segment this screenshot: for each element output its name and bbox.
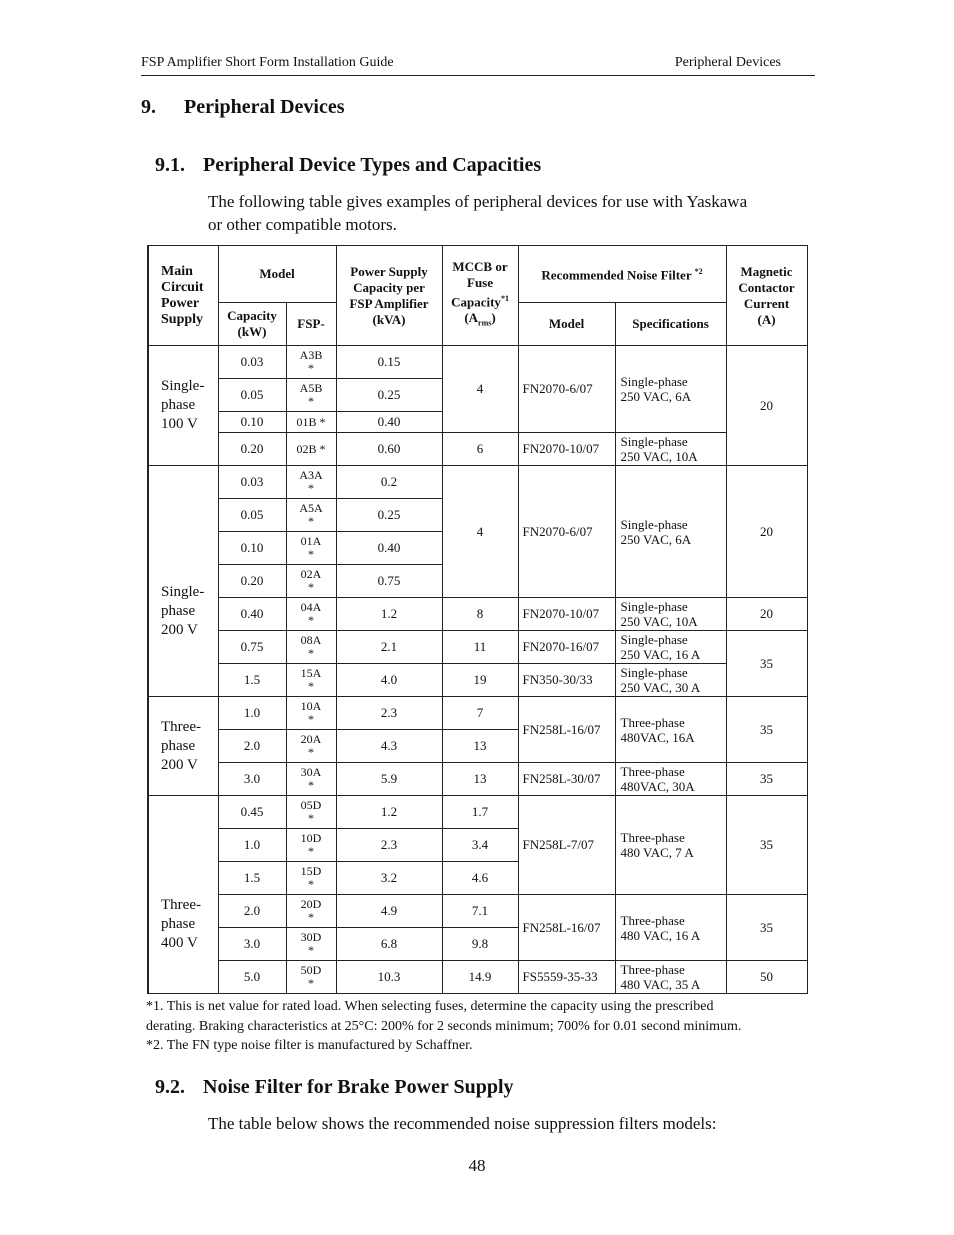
table-row (148, 895, 807, 928)
mccb-cell: 9.8 (442, 928, 518, 961)
table-row (148, 796, 807, 829)
kva-cell: 1.2 (336, 598, 442, 631)
fsp-cell: 01B * (286, 412, 336, 433)
supply-three-phase-400v: Three- phase 400 V (148, 796, 218, 994)
subsection-title: Peripheral Device Types and Capacities (203, 154, 542, 176)
capacity-cell: 0.03 (218, 346, 286, 379)
header-section-title: Peripheral Devices (674, 55, 781, 70)
fsp-cell: A3A * (286, 466, 336, 499)
capacity-cell: 0.05 (218, 499, 286, 532)
fsp-cell: 15A * (286, 664, 336, 697)
table-row (148, 961, 807, 994)
capacity-cell: 1.0 (218, 829, 286, 862)
capacity-cell: 0.40 (218, 598, 286, 631)
table-row (148, 466, 807, 499)
nf-spec-cell: Single-phase 250 VAC, 30 A (615, 664, 726, 697)
magnetic-cell: 35 (726, 763, 807, 796)
kva-cell: 4.0 (336, 664, 442, 697)
mccb-cell: 19 (442, 664, 518, 697)
table-row (148, 346, 807, 379)
mccb-cell: 4 (442, 466, 518, 598)
section-heading (141, 96, 345, 119)
magnetic-cell: 50 (726, 961, 807, 994)
fsp-cell: 10D * (286, 829, 336, 862)
nf-spec-cell: Single-phase 250 VAC, 10A (615, 598, 726, 631)
noise-filter-paragraph (208, 1112, 808, 1135)
intro-paragraph (208, 190, 808, 236)
section-number: 9. (141, 96, 156, 118)
capacity-cell: 0.20 (218, 433, 286, 466)
fsp-cell: A3B * (286, 346, 336, 379)
kva-cell: 2.3 (336, 697, 442, 730)
mccb-cell: 8 (442, 598, 518, 631)
nf-model-cell: FN2070-6/07 (518, 466, 615, 598)
peripheral-device-table (147, 245, 808, 994)
kva-cell: 0.75 (336, 565, 442, 598)
nf-model-cell: FN2070-10/07 (518, 598, 615, 631)
footnote-1: *1. This is net value for rated load. When selecting fuses, determine the capacity using the prescribed (146, 999, 714, 1014)
intro-line-1: The following table gives examples of peripheral devices for use with Yaskawa (208, 192, 748, 211)
fsp-cell: 04A * (286, 598, 336, 631)
nf-spec-cell: Single-phase 250 VAC, 6A (615, 466, 726, 598)
footnote-1-cont: derating. Braking characteristics at 25°C: 200% for 2 seconds minimum; 700% for 0.01 second minimum. (146, 1018, 742, 1034)
fsp-cell: 30A * (286, 763, 336, 796)
header-nf-spec: Specifications (615, 303, 726, 346)
magnetic-cell: 35 (726, 631, 807, 697)
kva-cell: 0.15 (336, 346, 442, 379)
table-row (148, 433, 807, 466)
header-model: Model (218, 246, 336, 303)
page-number: 48 (468, 1156, 486, 1175)
nf-model-cell: FN258L-16/07 (518, 697, 615, 763)
header-power-supply: Power Supply Capacity per FSP Amplifier (kVA) (336, 246, 442, 346)
kva-cell: 2.3 (336, 829, 442, 862)
kva-cell: 0.40 (336, 532, 442, 565)
fsp-cell: A5B * (286, 379, 336, 412)
nf-spec-cell: Three-phase 480VAC, 16A (615, 697, 726, 763)
magnetic-cell: 35 (726, 697, 807, 763)
header-nf-model: Model (518, 303, 615, 346)
kva-cell: 0.2 (336, 466, 442, 499)
noise-filter-line: The table below shows the recommended noise suppression filters models: (208, 1114, 717, 1133)
table-row (148, 763, 807, 796)
section-title: Peripheral Devices (184, 96, 345, 118)
capacity-cell: 0.03 (218, 466, 286, 499)
fsp-cell: 50D * (286, 961, 336, 994)
table-row (148, 697, 807, 730)
nf-spec-cell: Three-phase 480 VAC, 16 A (615, 895, 726, 961)
table-row (148, 598, 807, 631)
magnetic-cell: 35 (726, 895, 807, 961)
nf-model-cell: FN258L-30/07 (518, 763, 615, 796)
magnetic-cell: 20 (726, 466, 807, 598)
nf-model-cell: FN350-30/33 (518, 664, 615, 697)
supply-single-phase-100v: Single- phase 100 V (148, 346, 218, 466)
mccb-cell: 4 (442, 346, 518, 433)
header-mccb: MCCB or Fuse Capacity$^{*1}$ $(A_{rms})$ (442, 246, 518, 346)
capacity-cell: 3.0 (218, 763, 286, 796)
kva-cell: 0.40 (336, 412, 442, 433)
table-row (148, 631, 807, 664)
header-noise-filter: Recommended Noise Filter $^{*2}$ (518, 246, 726, 303)
nf-model-cell: FN2070-6/07 (518, 346, 615, 433)
mccb-cell: 7.1 (442, 895, 518, 928)
mccb-cell: 1.7 (442, 796, 518, 829)
kva-cell: 0.25 (336, 379, 442, 412)
kva-cell: 0.25 (336, 499, 442, 532)
magnetic-cell: 35 (726, 796, 807, 895)
mccb-cell: 13 (442, 730, 518, 763)
nf-model-cell: FN2070-10/07 (518, 433, 615, 466)
mccb-cell: 3.4 (442, 829, 518, 862)
supply-three-phase-200v: Three- phase 200 V (148, 697, 218, 796)
header-fsp: FSP- (286, 303, 336, 346)
capacity-cell: 0.10 (218, 412, 286, 433)
capacity-cell: 0.05 (218, 379, 286, 412)
subsection-heading-9-1 (155, 154, 541, 177)
header-document-title: FSP Amplifier Short Form Installation Guide (141, 55, 394, 70)
kva-cell: 10.3 (336, 961, 442, 994)
nf-model-cell: FS5559-35-33 (518, 961, 615, 994)
capacity-cell: 2.0 (218, 730, 286, 763)
capacity-cell: 1.5 (218, 862, 286, 895)
fsp-cell: 10A * (286, 697, 336, 730)
capacity-cell: 5.0 (218, 961, 286, 994)
kva-cell: 4.9 (336, 895, 442, 928)
intro-line-2: or other compatible motors. (208, 215, 397, 234)
header-main-circuit: Main Circuit Power Supply (148, 246, 218, 346)
kva-cell: 2.1 (336, 631, 442, 664)
nf-spec-cell: Single-phase 250 VAC, 16 A (615, 631, 726, 664)
fsp-cell: 08A * (286, 631, 336, 664)
nf-model-cell: FN258L-16/07 (518, 895, 615, 961)
nf-model-cell: FN2070-16/07 (518, 631, 615, 664)
magnetic-cell: 20 (726, 598, 807, 631)
kva-cell: 4.3 (336, 730, 442, 763)
subsection-title: Noise Filter for Brake Power Supply (203, 1076, 514, 1098)
kva-cell: 6.8 (336, 928, 442, 961)
fsp-cell: 30D * (286, 928, 336, 961)
magnetic-cell: 20 (726, 346, 807, 466)
fsp-cell: 20A * (286, 730, 336, 763)
footnote-2: *2. The FN type noise filter is manufactured by Schaffner. (146, 1038, 473, 1053)
subsection-heading-9-2 (155, 1076, 514, 1099)
capacity-cell: 0.10 (218, 532, 286, 565)
capacity-cell: 0.45 (218, 796, 286, 829)
mccb-cell: 11 (442, 631, 518, 664)
nf-model-cell: FN258L-7/07 (518, 796, 615, 895)
mccb-cell: 7 (442, 697, 518, 730)
mccb-cell: 14.9 (442, 961, 518, 994)
subsection-number: 9.2. (155, 1076, 185, 1098)
nf-spec-cell: Three-phase 480 VAC, 7 A (615, 796, 726, 895)
mccb-cell: 6 (442, 433, 518, 466)
nf-spec-cell: Three-phase 480VAC, 30A (615, 763, 726, 796)
nf-spec-cell: Single-phase 250 VAC, 6A (615, 346, 726, 433)
table-footnotes (146, 997, 826, 1056)
header-magnetic-contactor: Magnetic Contactor Current (A) (726, 246, 807, 346)
capacity-cell: 0.20 (218, 565, 286, 598)
kva-cell: 1.2 (336, 796, 442, 829)
header-capacity: Capacity (kW) (218, 303, 286, 346)
fsp-cell: 01A * (286, 532, 336, 565)
fsp-cell: 02B * (286, 433, 336, 466)
nf-spec-cell: Three-phase 480 VAC, 35 A (615, 961, 726, 994)
capacity-cell: 1.0 (218, 697, 286, 730)
fsp-cell: 02A * (286, 565, 336, 598)
fsp-cell: A5A * (286, 499, 336, 532)
capacity-cell: 1.5 (218, 664, 286, 697)
capacity-cell: 0.75 (218, 631, 286, 664)
nf-spec-cell: Single-phase 250 VAC, 10A (615, 433, 726, 466)
fsp-cell: 15D * (286, 862, 336, 895)
capacity-cell: 2.0 (218, 895, 286, 928)
table-row (148, 664, 807, 697)
capacity-cell: 3.0 (218, 928, 286, 961)
kva-cell: 0.60 (336, 433, 442, 466)
mccb-cell: 4.6 (442, 862, 518, 895)
subsection-number: 9.1. (155, 154, 185, 176)
page-header (141, 53, 815, 76)
supply-single-phase-200v: Single- phase 200 V (148, 466, 218, 697)
mccb-cell: 13 (442, 763, 518, 796)
kva-cell: 3.2 (336, 862, 442, 895)
fsp-cell: 20D * (286, 895, 336, 928)
kva-cell: 5.9 (336, 763, 442, 796)
fsp-cell: 05D * (286, 796, 336, 829)
